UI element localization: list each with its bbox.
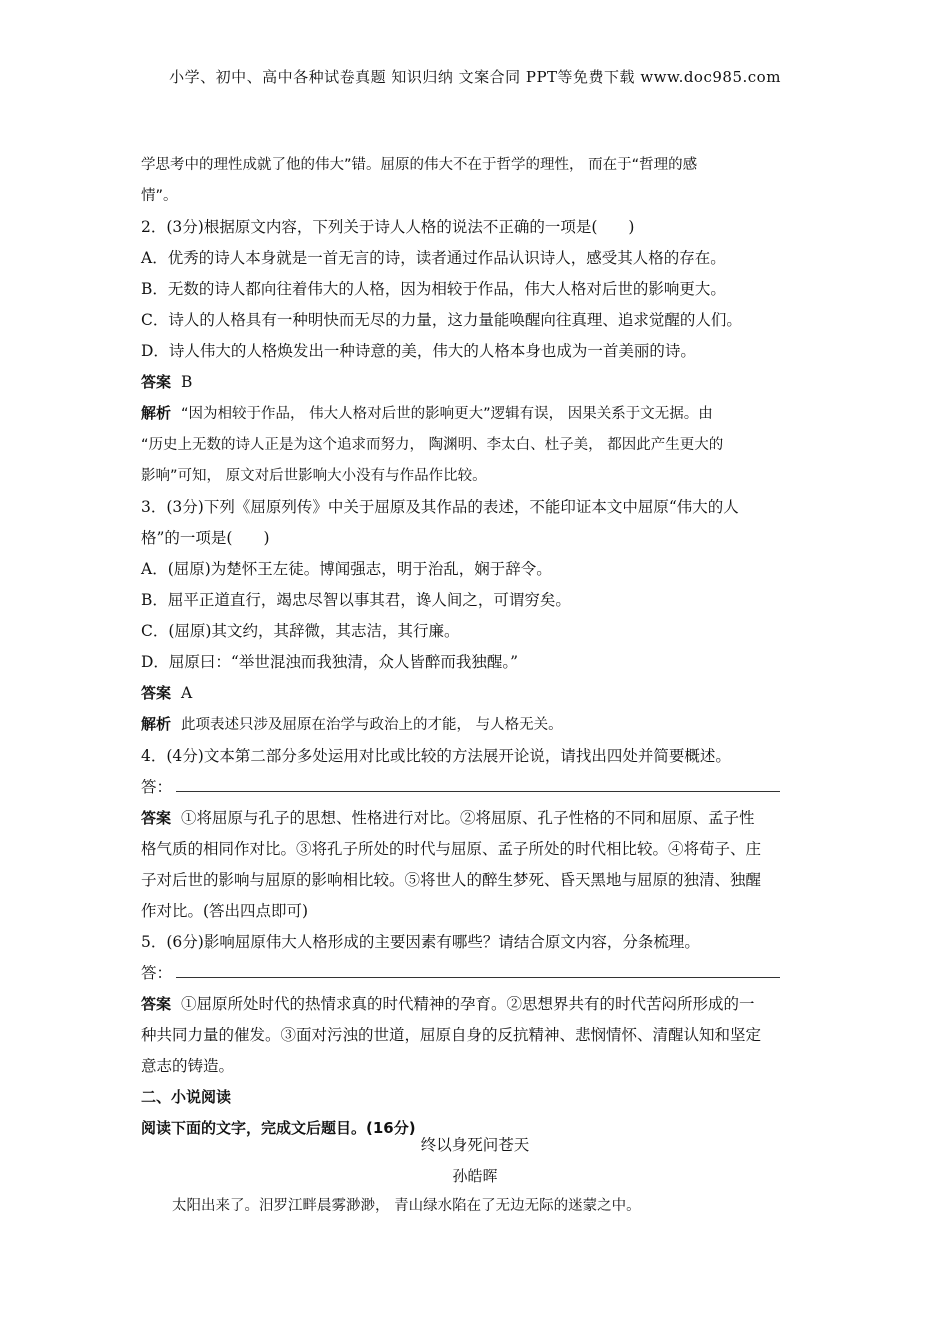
intro-line-2: 情”。	[141, 188, 178, 204]
question-2-stem: 2．(3分)根据原文内容，下列关于诗人人格的说法不正确的一项是( )	[141, 218, 635, 236]
answer-value: A	[181, 684, 193, 702]
question-2-analysis	[141, 398, 811, 430]
question-3-option-c: C．(屈原)其文约，其辞微，其志洁，其行廉。	[141, 622, 460, 640]
question-2-answer	[141, 367, 811, 398]
question-4-answer-line-3: 子对后世的影响与屈原的影响相比较。⑤将世人的醉生梦死、昏天黑地与屈原的独清、独醒	[141, 871, 762, 889]
question-4-stem: 4．(4分)文本第二部分多处运用对比或比较的方法展开论说，请找出四处并简要概述。	[141, 747, 731, 765]
page-header: 小学、初中、高中各种试卷真题 知识归纳 文案合同 PPT等免费下载 www.doc985.com	[169, 68, 781, 86]
answer-text: ①屈原所处时代的热情求真的时代精神的孕育。②思想界共有的时代苦闷所形成的一	[181, 995, 755, 1013]
question-3-option-a: A．(屈原)为楚怀王左徒。博闻强志，明于治乱，娴于辞令。	[141, 560, 552, 578]
analysis-text: 此项表述只涉及屈原在治学与政治上的才能， 与人格无关。	[181, 717, 563, 733]
answer-label: 答案	[141, 684, 172, 702]
answer-prompt: 答：	[141, 778, 173, 796]
question-5-answer-line-3: 意志的铸造。	[141, 1057, 235, 1075]
question-3-answer	[141, 678, 811, 709]
question-2-option-d: D．诗人伟大的人格焕发出一种诗意的美，伟大的人格本身也成为一首美丽的诗。	[141, 342, 696, 360]
question-2-analysis-line-2: “历史上无数的诗人正是为这个追求而努力， 陶渊明、李太白、杜子美， 都因此产生更大的	[141, 437, 724, 453]
intro-line-1: 学思考中的理性成就了他的伟大”错。屈原的伟大不在于哲学的理性， 而在于“哲理的感	[141, 157, 698, 173]
question-3-option-d: D．屈原曰：“举世混浊而我独清，众人皆醉而我独醒。”	[141, 653, 519, 671]
question-4-answer-line-2: 格气质的相同作对比。③将孔子所处的时代与屈原、孟子所处的时代相比较。④将荀子、庄	[141, 840, 762, 858]
analysis-label: 解析	[141, 715, 172, 733]
question-4-answer-line-4: 作对比。(答出四点即可)	[141, 902, 309, 920]
question-2-analysis-line-3: 影响”可知， 原文对后世影响大小没有与作品作比较。	[141, 468, 487, 484]
question-3-stem-line-2: 格”的一项是( )	[141, 529, 270, 547]
document-body	[141, 150, 811, 1144]
question-2-option-a: A．优秀的诗人本身就是一首无言的诗，读者通过作品认识诗人，感受其人格的存在。	[141, 249, 726, 267]
question-3-analysis	[141, 709, 811, 741]
question-5-answer-line-2: 种共同力量的催发。③面对污浊的世道，屈原自身的反抗精神、悲悯情怀、清醒认知和坚定	[141, 1026, 762, 1044]
answer-label: 答案	[141, 809, 172, 827]
question-4-answer	[141, 803, 811, 834]
story-first-paragraph: 太阳出来了。汨罗江畔晨雾渺渺， 青山绿水陷在了无边无际的迷蒙之中。	[172, 1198, 641, 1214]
question-3-stem-line-1: 3．(3分)下列《屈原列传》中关于屈原及其作品的表述，不能印证本文中屈原“伟大的人	[141, 498, 739, 516]
answer-label: 答案	[141, 995, 172, 1013]
question-2-option-b: B．无数的诗人都向往着伟大的人格，因为相较于作品，伟大人格对后世的影响更大。	[141, 280, 726, 298]
question-5-answer-blank	[141, 958, 811, 989]
answer-input-line[interactable]	[176, 777, 780, 792]
question-5-stem: 5．(6分)影响屈原伟大人格形成的主要因素有哪些？请结合原文内容，分条梳理。	[141, 933, 700, 951]
answer-text: ①将屈原与孔子的思想、性格进行对比。②将屈原、孔子性格的不同和屈原、孟子性	[181, 809, 755, 827]
section-instruction: 阅读下面的文字，完成文后题目。(16分)	[141, 1119, 416, 1137]
question-5-answer	[141, 989, 811, 1020]
analysis-text: “因为相较于作品， 伟大人格对后世的影响更大”逻辑有误， 因果关系于文无据。由	[181, 406, 713, 422]
question-4-answer-blank	[141, 772, 811, 803]
answer-prompt: 答：	[141, 964, 173, 982]
analysis-label: 解析	[141, 404, 172, 422]
answer-input-line[interactable]	[176, 963, 780, 978]
answer-value: B	[181, 373, 193, 391]
answer-label: 答案	[141, 373, 172, 391]
question-3-option-b: B．屈平正道直行，竭忠尽智以事其君，谗人间之，可谓穷矣。	[141, 591, 571, 609]
section-heading: 二、小说阅读	[141, 1088, 232, 1106]
story-title: 终以身死问苍天	[420, 1136, 530, 1154]
story-author: 孙皓晖	[452, 1167, 498, 1185]
question-2-option-c: C．诗人的人格具有一种明快而无尽的力量，这力量能唤醒向往真理、追求觉醒的人们。	[141, 311, 742, 329]
